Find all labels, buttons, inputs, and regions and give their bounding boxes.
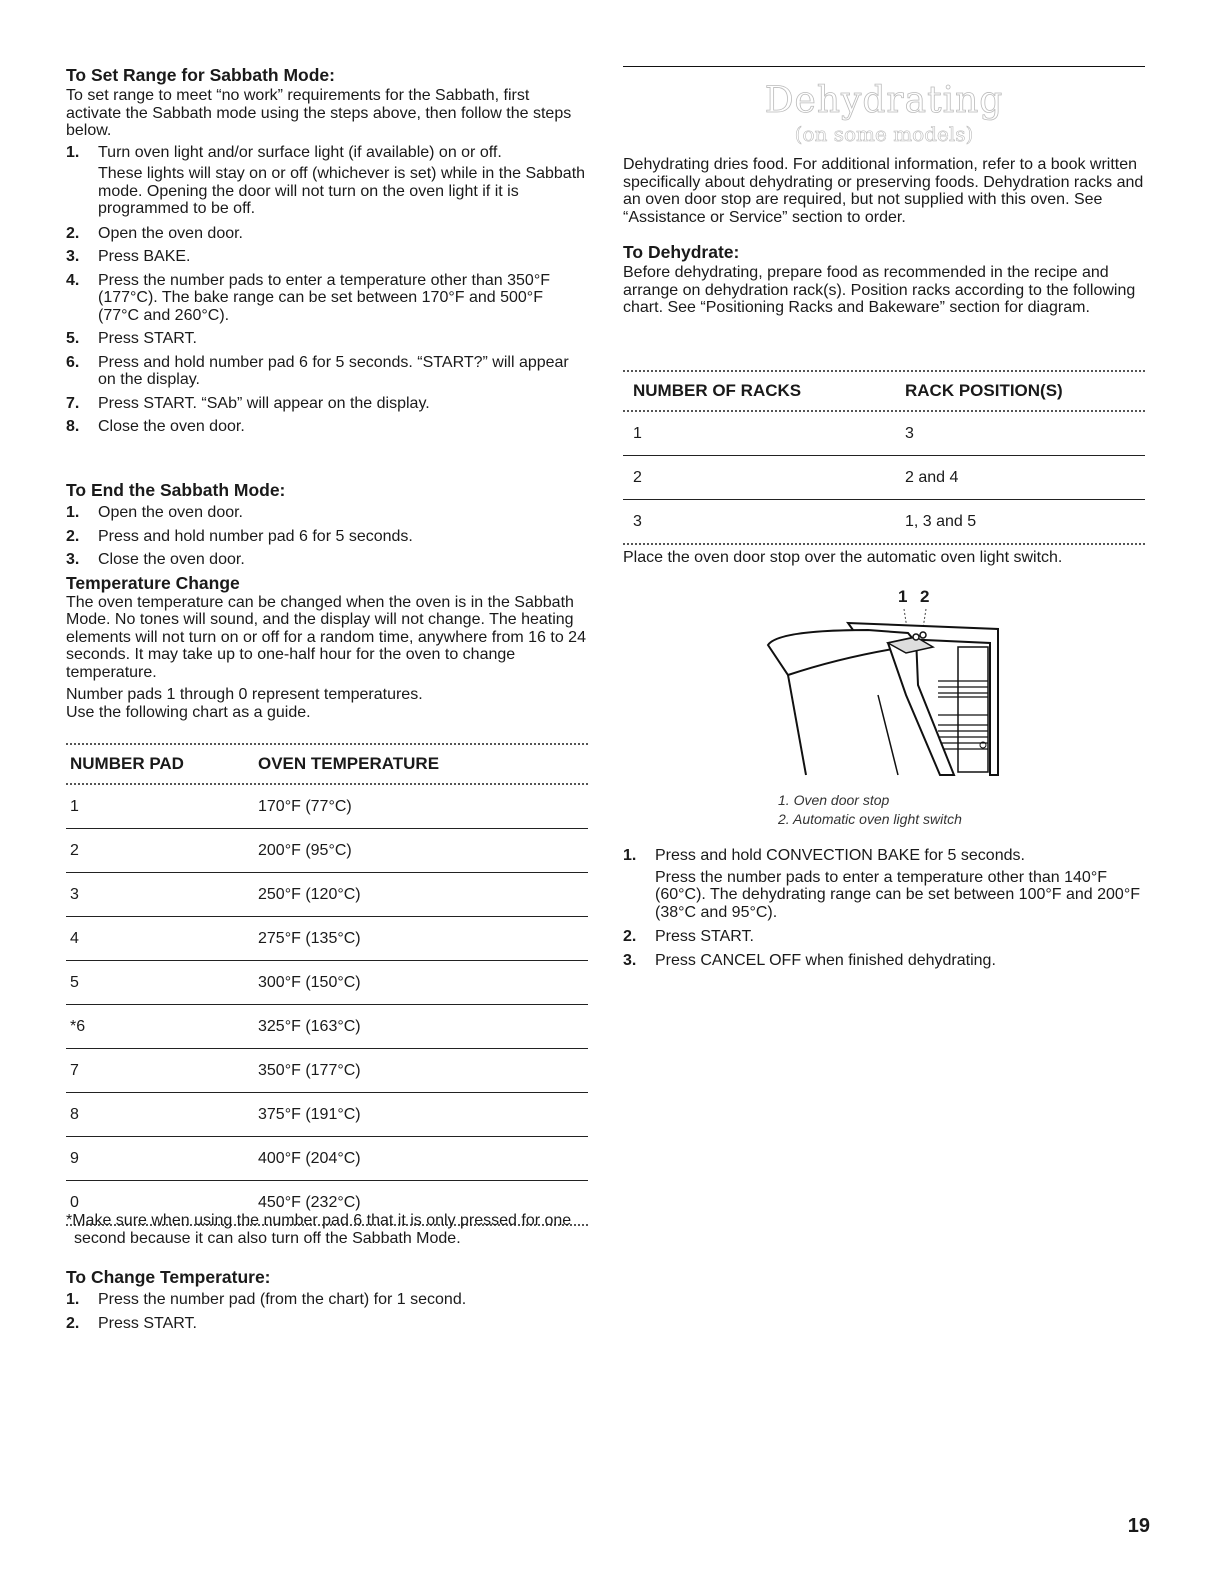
section-title: Dehydrating	[764, 80, 1004, 121]
list-item: 2. Press START.	[623, 928, 754, 945]
list-item: 1. Press the number pad (from the chart) for 1 second.	[66, 1291, 467, 1308]
dehydrating-intro: Dehydrating dries food. For additional information, refer to a book written specifically about dehydrating or preserving foods. Dehydration racks and an oven door stop are required, but not supplied with this oven. See “Assistance or Service” section to order.	[623, 156, 1144, 226]
list-item: 3. Close the oven door.	[66, 551, 245, 568]
table-row: 3 250°F (120°C)	[66, 873, 588, 917]
temperature-change-para: The oven temperature can be changed when the oven is in the Sabbath Mode. No tones will sound, and the display will not change. The heating elements will not turn on or off for a random time, anywhere from 16 to 24 seconds. It may take up to one-half hour for the oven to change temperature.	[66, 593, 586, 681]
caption-light-switch: 2. Automatic oven light switch	[778, 811, 962, 827]
end-sabbath-heading: To End the Sabbath Mode:	[66, 480, 286, 500]
footnote: *Make sure when using the number pad 6 that it is only pressed for one second because it can also turn off the Sabbath Mode.	[66, 1212, 572, 1247]
page-number: 19	[1127, 1515, 1150, 1537]
list-item: 8. Close the oven door.	[66, 418, 245, 435]
list-item: 3. Press BAKE.	[66, 248, 191, 265]
racks-table	[623, 370, 1145, 545]
table-row: 9 400°F (204°C)	[66, 1137, 588, 1181]
table-row: 1 170°F (77°C)	[66, 785, 588, 829]
oven-illustration	[758, 585, 1018, 780]
table-row: 5 300°F (150°C)	[66, 961, 588, 1005]
dehydrate-steps	[623, 847, 1145, 969]
list-item: 1. Press and hold CONVECTION BAKE for 5 seconds. Press the number pads to enter a temperature other than 140°F (60°C). The dehydrating range can be set between 100°F and 200°F (38°C and 95°C).	[623, 847, 1140, 921]
section-rule	[623, 66, 1145, 67]
list-item: 3. Press CANCEL OFF when finished dehydrating.	[623, 951, 996, 969]
table-header: OVEN TEMPERATURE	[258, 754, 440, 773]
caption-door-stop: 1. Oven door stop	[778, 792, 890, 808]
change-temperature-heading: To Change Temperature:	[66, 1267, 271, 1287]
table-row: 4 275°F (135°C)	[66, 917, 588, 961]
list-item: 7. Press START. “SAb” will appear on the display.	[66, 394, 430, 412]
end-steps	[66, 504, 588, 569]
chart-guide-para: Use the following chart as a guide.	[66, 703, 311, 721]
to-dehydrate-heading: To Dehydrate:	[623, 242, 740, 262]
table-row: 2 200°F (95°C)	[66, 829, 588, 873]
table-header: RACK POSITION(S)	[905, 381, 1063, 400]
table-row: 3 1, 3 and 5	[633, 512, 977, 530]
table-row: 1 3	[623, 412, 1145, 456]
to-dehydrate-para: Before dehydrating, prepare food as recommended in the recipe and arrange on dehydration rack(s). Position racks according to the following chart. See “Positioning Racks and Bakeware” section for diagram.	[623, 264, 1136, 316]
list-item: 2. Press START.	[66, 1314, 197, 1332]
number-pads-para: Number pads 1 through 0 represent temperatures.	[66, 686, 423, 703]
sabbath-intro: To set range to meet “no work” requirements for the Sabbath, first activate the Sabbath mode using the steps above, then follow the steps below.	[66, 87, 572, 139]
temperature-table	[66, 743, 588, 1226]
temperature-change-heading: Temperature Change	[66, 572, 240, 593]
list-item: 6. Press and hold number pad 6 for 5 seconds. “START?” will appear on the display.	[66, 353, 569, 388]
table-row: 2 2 and 4	[623, 456, 1145, 500]
table-header: NUMBER PAD	[70, 754, 184, 773]
sabbath-heading: To Set Range for Sabbath Mode:	[66, 65, 335, 85]
figure-label-1: 1	[898, 587, 908, 606]
oven-door-figure	[758, 585, 1018, 780]
list-item: 2. Press and hold number pad 6 for 5 seconds.	[66, 527, 413, 545]
sabbath-steps	[66, 144, 588, 436]
list-item: 4. Press the number pads to enter a temperature other than 350°F (177°C). The bake range can be set between 170°F and 500°F (77°C and 260°C).	[66, 271, 550, 324]
list-item: 1. Open the oven door.	[66, 504, 243, 521]
list-item: 5. Press START.	[66, 330, 197, 347]
table-row: *6 325°F (163°C)	[66, 1005, 588, 1049]
list-item: 2. Open the oven door.	[66, 224, 243, 242]
figure-label-2: 2	[920, 587, 930, 606]
table-row: 0 450°F (232°C)	[70, 1193, 361, 1211]
table-row: 7 350°F (177°C)	[66, 1049, 588, 1093]
change-steps	[66, 1291, 588, 1332]
door-stop-text: Place the oven door stop over the automatic oven light switch.	[623, 549, 1063, 566]
list-item: 1. Turn oven light and/or surface light (if available) on or off. These lights will stay on or off (whichever is set) while in the Sabbath mode. Opening the door will not turn on the oven light if it is programmed to be off.	[66, 143, 586, 217]
table-row: 8 375°F (191°C)	[66, 1093, 588, 1137]
section-subtitle: (on some models)	[794, 122, 974, 146]
table-header: NUMBER OF RACKS	[633, 381, 802, 400]
